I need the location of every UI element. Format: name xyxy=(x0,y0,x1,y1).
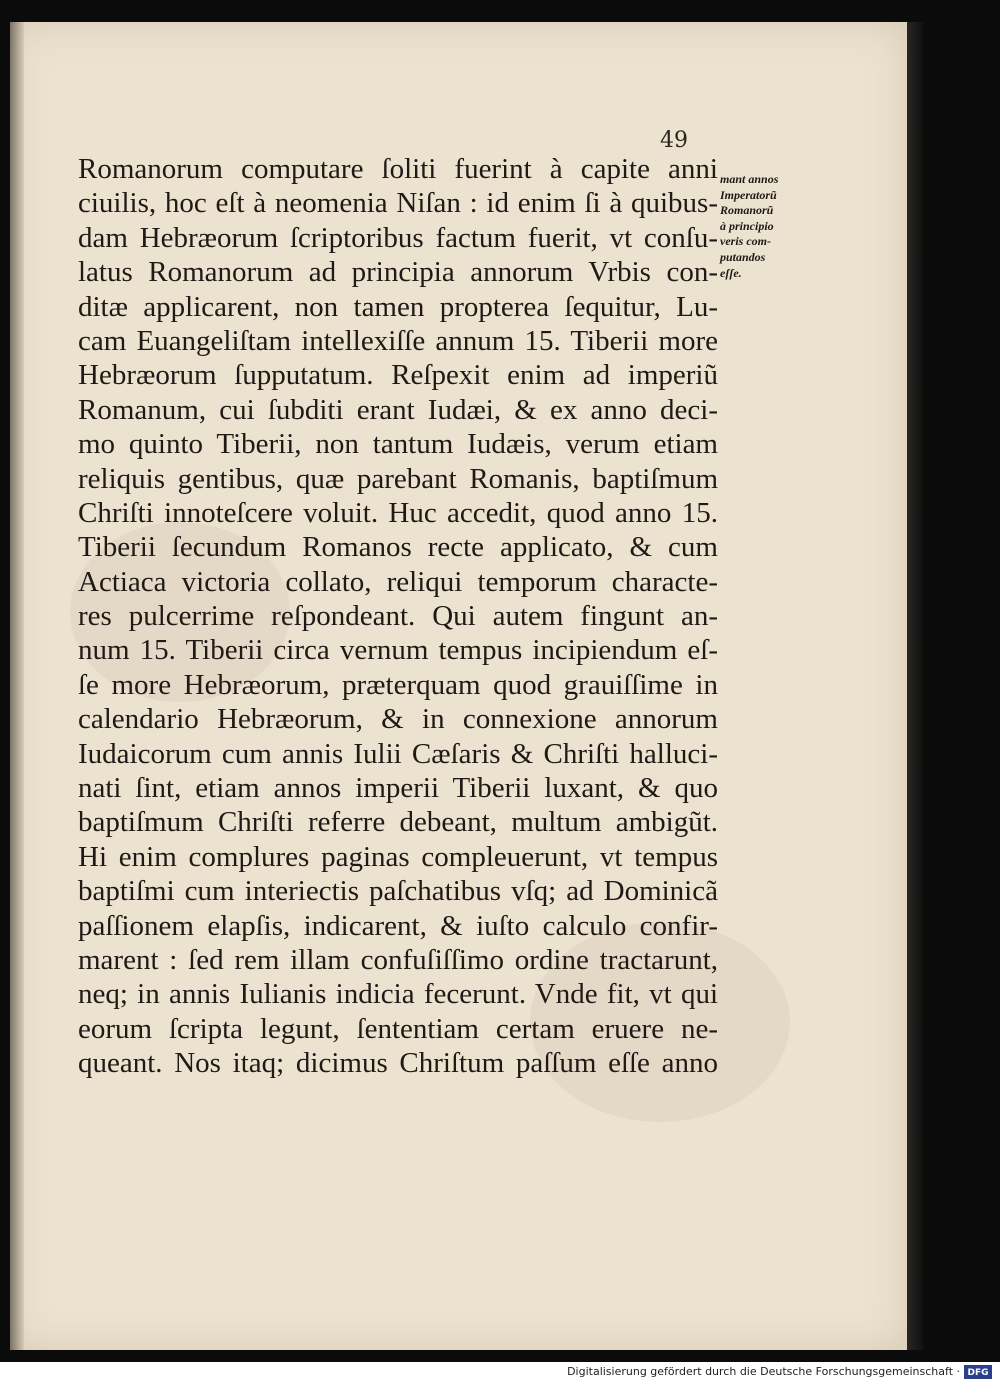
text-line: marent : ſed rem illam confuſiſſimo ordine tractarunt, xyxy=(78,943,718,976)
text-line: num 15. Tiberii circa vernum tempus incipiendum eſ- xyxy=(78,634,718,667)
marginal-note-line: putandos xyxy=(720,249,766,264)
text-line: ciuilis, hoc eſt à neomenia Niſan : id enim ſi à quibus- xyxy=(78,187,718,220)
marginal-note-line: à principio xyxy=(720,218,774,233)
funding-credit: Digitalisierung gefördert durch die Deutsche Forschungsgemeinschaft · xyxy=(567,1365,960,1378)
text-line: Actiaca victoria collato, reliqui temporum characte- xyxy=(78,565,718,598)
text-line: ditæ applicarent, non tamen propterea ſequitur, Lu- xyxy=(78,290,718,323)
text-line: mo quinto Tiberii, non tantum Iudæis, verum etiam xyxy=(78,428,718,461)
page-number: 49 xyxy=(660,128,688,153)
dfg-logo: DFG xyxy=(964,1365,992,1379)
text-line: res pulcerrime reſpondeant. Qui autem fingunt an- xyxy=(78,600,718,633)
text-line: nati ſint, etiam annos imperii Tiberii luxant, & quo xyxy=(78,772,718,805)
text-line: ſe more Hebræorum, præterquam quod grauiſſime in xyxy=(78,668,718,701)
text-line: Hi enim complures paginas compleuerunt, vt tempus xyxy=(78,840,718,873)
text-line: Tiberii ſecundum Romanos recte applicato, & cum xyxy=(78,531,718,564)
text-line: dam Hebræorum ſcriptoribus factum fuerit, vt conſu- xyxy=(78,221,718,254)
text-line: eorum ſcripta legunt, ſententiam certam eruere ne- xyxy=(78,1012,718,1045)
text-line: baptiſmum Chriſti referre debeant, multum ambigũt. xyxy=(78,806,718,839)
text-line: paſſionem elapſis, indicarent, & iuſto calculo confir- xyxy=(78,909,718,942)
body-text xyxy=(78,152,718,1081)
page-edge-shadow xyxy=(907,22,923,1350)
text-line: Romanum, cui ſubditi erant Iudæi, & ex anno deci- xyxy=(78,393,718,426)
marginal-note-line: eſſe. xyxy=(720,265,742,280)
marginal-note-line: veris com- xyxy=(720,234,771,249)
text-line: latus Romanorum ad principia annorum Vrbis con- xyxy=(78,256,718,289)
text-line: Chriſti innoteſcere voluit. Huc accedit, quod anno 15. xyxy=(78,496,718,529)
text-line: cam Euangeliſtam intellexiſſe annum 15. Tiberii more xyxy=(78,324,718,357)
marginal-note-line: Imperatorũ xyxy=(720,187,777,202)
text-line: neq; in annis Iulianis indicia fecerunt. Vnde fit, vt qui xyxy=(78,978,718,1011)
text-line: calendario Hebræorum, & in connexione annorum xyxy=(78,703,718,736)
text-line: Iudaicorum cum annis Iulii Cæſaris & Chriſti halluci- xyxy=(78,737,718,770)
marginal-note-line: Romanorũ xyxy=(720,203,774,218)
text-line: Romanorum computare ſoliti fuerint à capite anni xyxy=(78,153,718,185)
text-line: queant. Nos itaq; dicimus Chriſtum paſſum eſſe anno xyxy=(78,1047,718,1080)
marginal-note xyxy=(720,172,830,281)
footer-bar xyxy=(0,1362,1000,1383)
text-line: baptiſmi cum interiectis paſchatibus vſq; ad Dominicã xyxy=(78,875,718,908)
text-line: Hebræorum ſupputatum. Reſpexit enim ad imperiũ xyxy=(78,359,718,392)
text-line: reliquis gentibus, quæ parebant Romanis, baptiſmum xyxy=(78,462,718,495)
marginal-note-line: mant annos xyxy=(720,172,779,186)
